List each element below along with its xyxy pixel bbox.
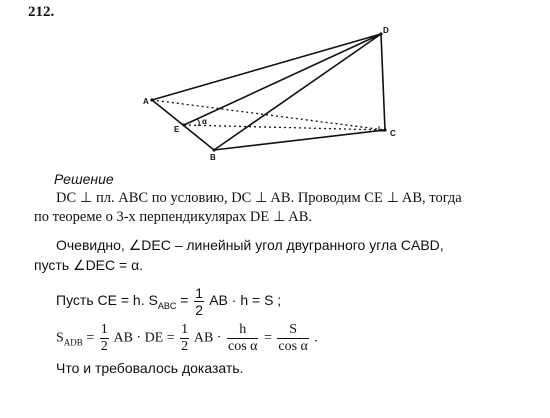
edge-AC-dotted <box>152 100 385 130</box>
solution-line-2: по теореме о 3-х перпендикулярах DE ⊥ AB. <box>34 209 313 225</box>
vertex-B <box>212 148 215 151</box>
line5-suffix: AB · h = S ; <box>209 292 282 309</box>
fraction-denominator: cos α <box>227 339 258 354</box>
line5-eq: = <box>176 292 193 309</box>
line6-mid1: AB · DE = <box>113 330 179 346</box>
fraction-s-over-cos <box>277 323 309 354</box>
fraction-denominator: 2 <box>100 339 108 354</box>
line6-sub: ADB <box>63 337 83 348</box>
fraction-one-half <box>194 286 204 317</box>
label-C: C <box>390 129 396 138</box>
fraction-one-half-a <box>100 323 109 354</box>
line6-eq1: = <box>82 330 98 346</box>
line5-prefix: Пусть CE = h. S <box>56 292 158 309</box>
fraction-h-over-cos <box>227 323 259 354</box>
label-alpha: α <box>202 117 207 126</box>
label-E: E <box>174 125 180 134</box>
solution-line-7: Что и требовалось доказать. <box>56 360 244 376</box>
solution-title: Решение <box>54 171 114 187</box>
solution-line-4: пусть ∠DEC = α. <box>34 257 144 273</box>
fraction-numerator: 1 <box>195 285 204 301</box>
label-D: D <box>383 26 389 35</box>
vertex-E <box>182 123 185 126</box>
fraction-numerator: 1 <box>100 322 108 337</box>
edge-AD <box>152 34 381 100</box>
fraction-numerator: 1 <box>181 322 189 337</box>
angle-arc-alpha <box>197 119 199 126</box>
solution-line-3: Очевидно, ∠DEC – линейный угол двугранного угла CABD, <box>56 237 444 253</box>
problem-number: 212. <box>28 4 55 20</box>
line6-end: . <box>314 330 318 346</box>
fraction-one-half-b <box>180 323 189 354</box>
fraction-numerator: S <box>277 323 309 339</box>
solution-line-1: DC ⊥ пл. ABC по условию, DC ⊥ AB. Проводим CE ⊥ AB, тогда <box>56 190 462 206</box>
edge-EC-dotted <box>184 125 385 130</box>
line5-sub: ABC <box>157 301 177 311</box>
solution-line-5 <box>56 286 281 317</box>
label-A: A <box>143 97 149 106</box>
edge-DC <box>381 34 385 130</box>
fraction-denominator: 2 <box>181 339 189 354</box>
line6-eq2: = <box>263 330 276 346</box>
fraction-denominator: 2 <box>195 302 204 318</box>
solution-line-6 <box>56 323 318 354</box>
vertex-C <box>383 128 386 131</box>
fraction-numerator: h <box>227 323 259 339</box>
edge-ED <box>184 34 381 125</box>
vertex-A <box>150 98 153 101</box>
label-B: B <box>210 153 216 162</box>
line6-prefix: S <box>56 330 64 346</box>
line6-mid2: AB · <box>193 330 225 346</box>
fraction-denominator: cos α <box>278 339 308 354</box>
